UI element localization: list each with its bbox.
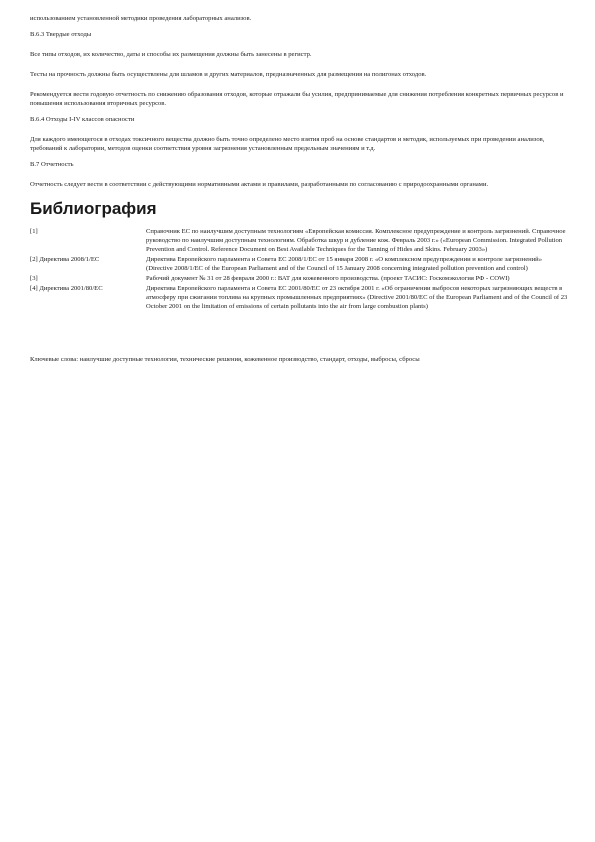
document-page (30, 14, 570, 364)
section-heading-b63: В.6.3 Твердые отходы (30, 31, 92, 38)
paragraph: Тесты на прочность должны быть осуществлены для шламов и других материалов, предназначенных для размещения на полигонах отходов. (30, 71, 427, 78)
section-heading-b64: В.6.4 Отходы I-IV классов опасности (30, 116, 135, 123)
bibliography-ref: [2] Директива 2008/1/ЕС (30, 256, 100, 263)
paragraph: Отчетность следует вести в соответствии с действующими нормативными актами и правилами, разработанными по согласованию с природоохранными органами. (30, 181, 489, 188)
bibliography-entry (30, 227, 570, 254)
bibliography-entry (30, 284, 570, 311)
paragraph: Рекомендуется вести годовую отчетность по снижению образования отходов, которые отражали бы усилия, предпринимаемые для снижения потребления конкретных первичных ресурсов и повышения использования вторичных ресурсов. (30, 91, 564, 107)
paragraph: Все типы отходов, их количество, даты и способы их размещения должны быть занесены в регистр. (30, 51, 312, 58)
bibliography-entry (30, 255, 570, 273)
keywords-line: Ключевые слова: наилучшие доступные технологии, технические решения, кожевенное производство, стандарт, отходы, выбросы, сбросы (30, 356, 420, 363)
bibliography-entry (30, 274, 570, 283)
bibliography-text: Директива Европейского парламента и Совета ЕС 2008/1/ЕС от 15 января 2008 г. «О комплексном предупреждении и контроле загрязнений» (Directive 2008/1/EC of the European Parliament and of the Council of 15 January 2008 concerning integrated pollution prevention and control) (146, 256, 543, 272)
bibliography-ref: [1] (30, 228, 38, 235)
bibliography-ref: [3] (30, 275, 38, 282)
section-heading-b7: В.7 Отчетность (30, 161, 74, 168)
bibliography-title: Библиография (30, 199, 157, 218)
intro-line: использованием установленной методики проведения лабораторных анализов. (30, 15, 252, 22)
bibliography-text: Справочник ЕС по наилучшим доступным технологиям «Европейская комиссия. Комплексное предупреждение и контроль загрязнений. Справочное руководство по наилучшим доступным технологиям. Обработка шкур и дубление кож. Февраль 2003 г.» («European Commission. Integrated Pollution Prevention and Control. Reference Document on Best Available Techniques for the Tanning of Hides and Skins. February 2003») (146, 228, 566, 253)
bibliography-text: Рабочий документ № 31 от 28 февраля 2000 г.: ВАТ для кожевенного производства. (проект ТАСИС: Госкомэкология РФ - COWI) (146, 275, 510, 282)
bibliography-ref: [4] Директива 2001/80/ЕС (30, 285, 103, 292)
bibliography-list (30, 227, 570, 311)
bibliography-text: Директива Европейского парламента и Совета ЕС 2001/80/ЕС от 23 октября 2001 г. «Об ограничении выбросов некоторых загрязняющих веществ в атмосферу при сжигании топлива на крупных промышленных предприятиях» (Directive 2001/80/EC of the European Parliament and of the Council of 23 October 2001 on the limitation of emissions of certain pollutants into the air from large combustion plants) (146, 285, 568, 310)
paragraph: Для каждого имеющегося в отходах токсичного вещества должно быть точно определено место взятия проб на основе стандартов и методик, используемых при проведении анализов, требований к лаборатории, методов оценки соответствия уровня загрязнения установленным предельным значениям и т.д. (30, 136, 545, 152)
